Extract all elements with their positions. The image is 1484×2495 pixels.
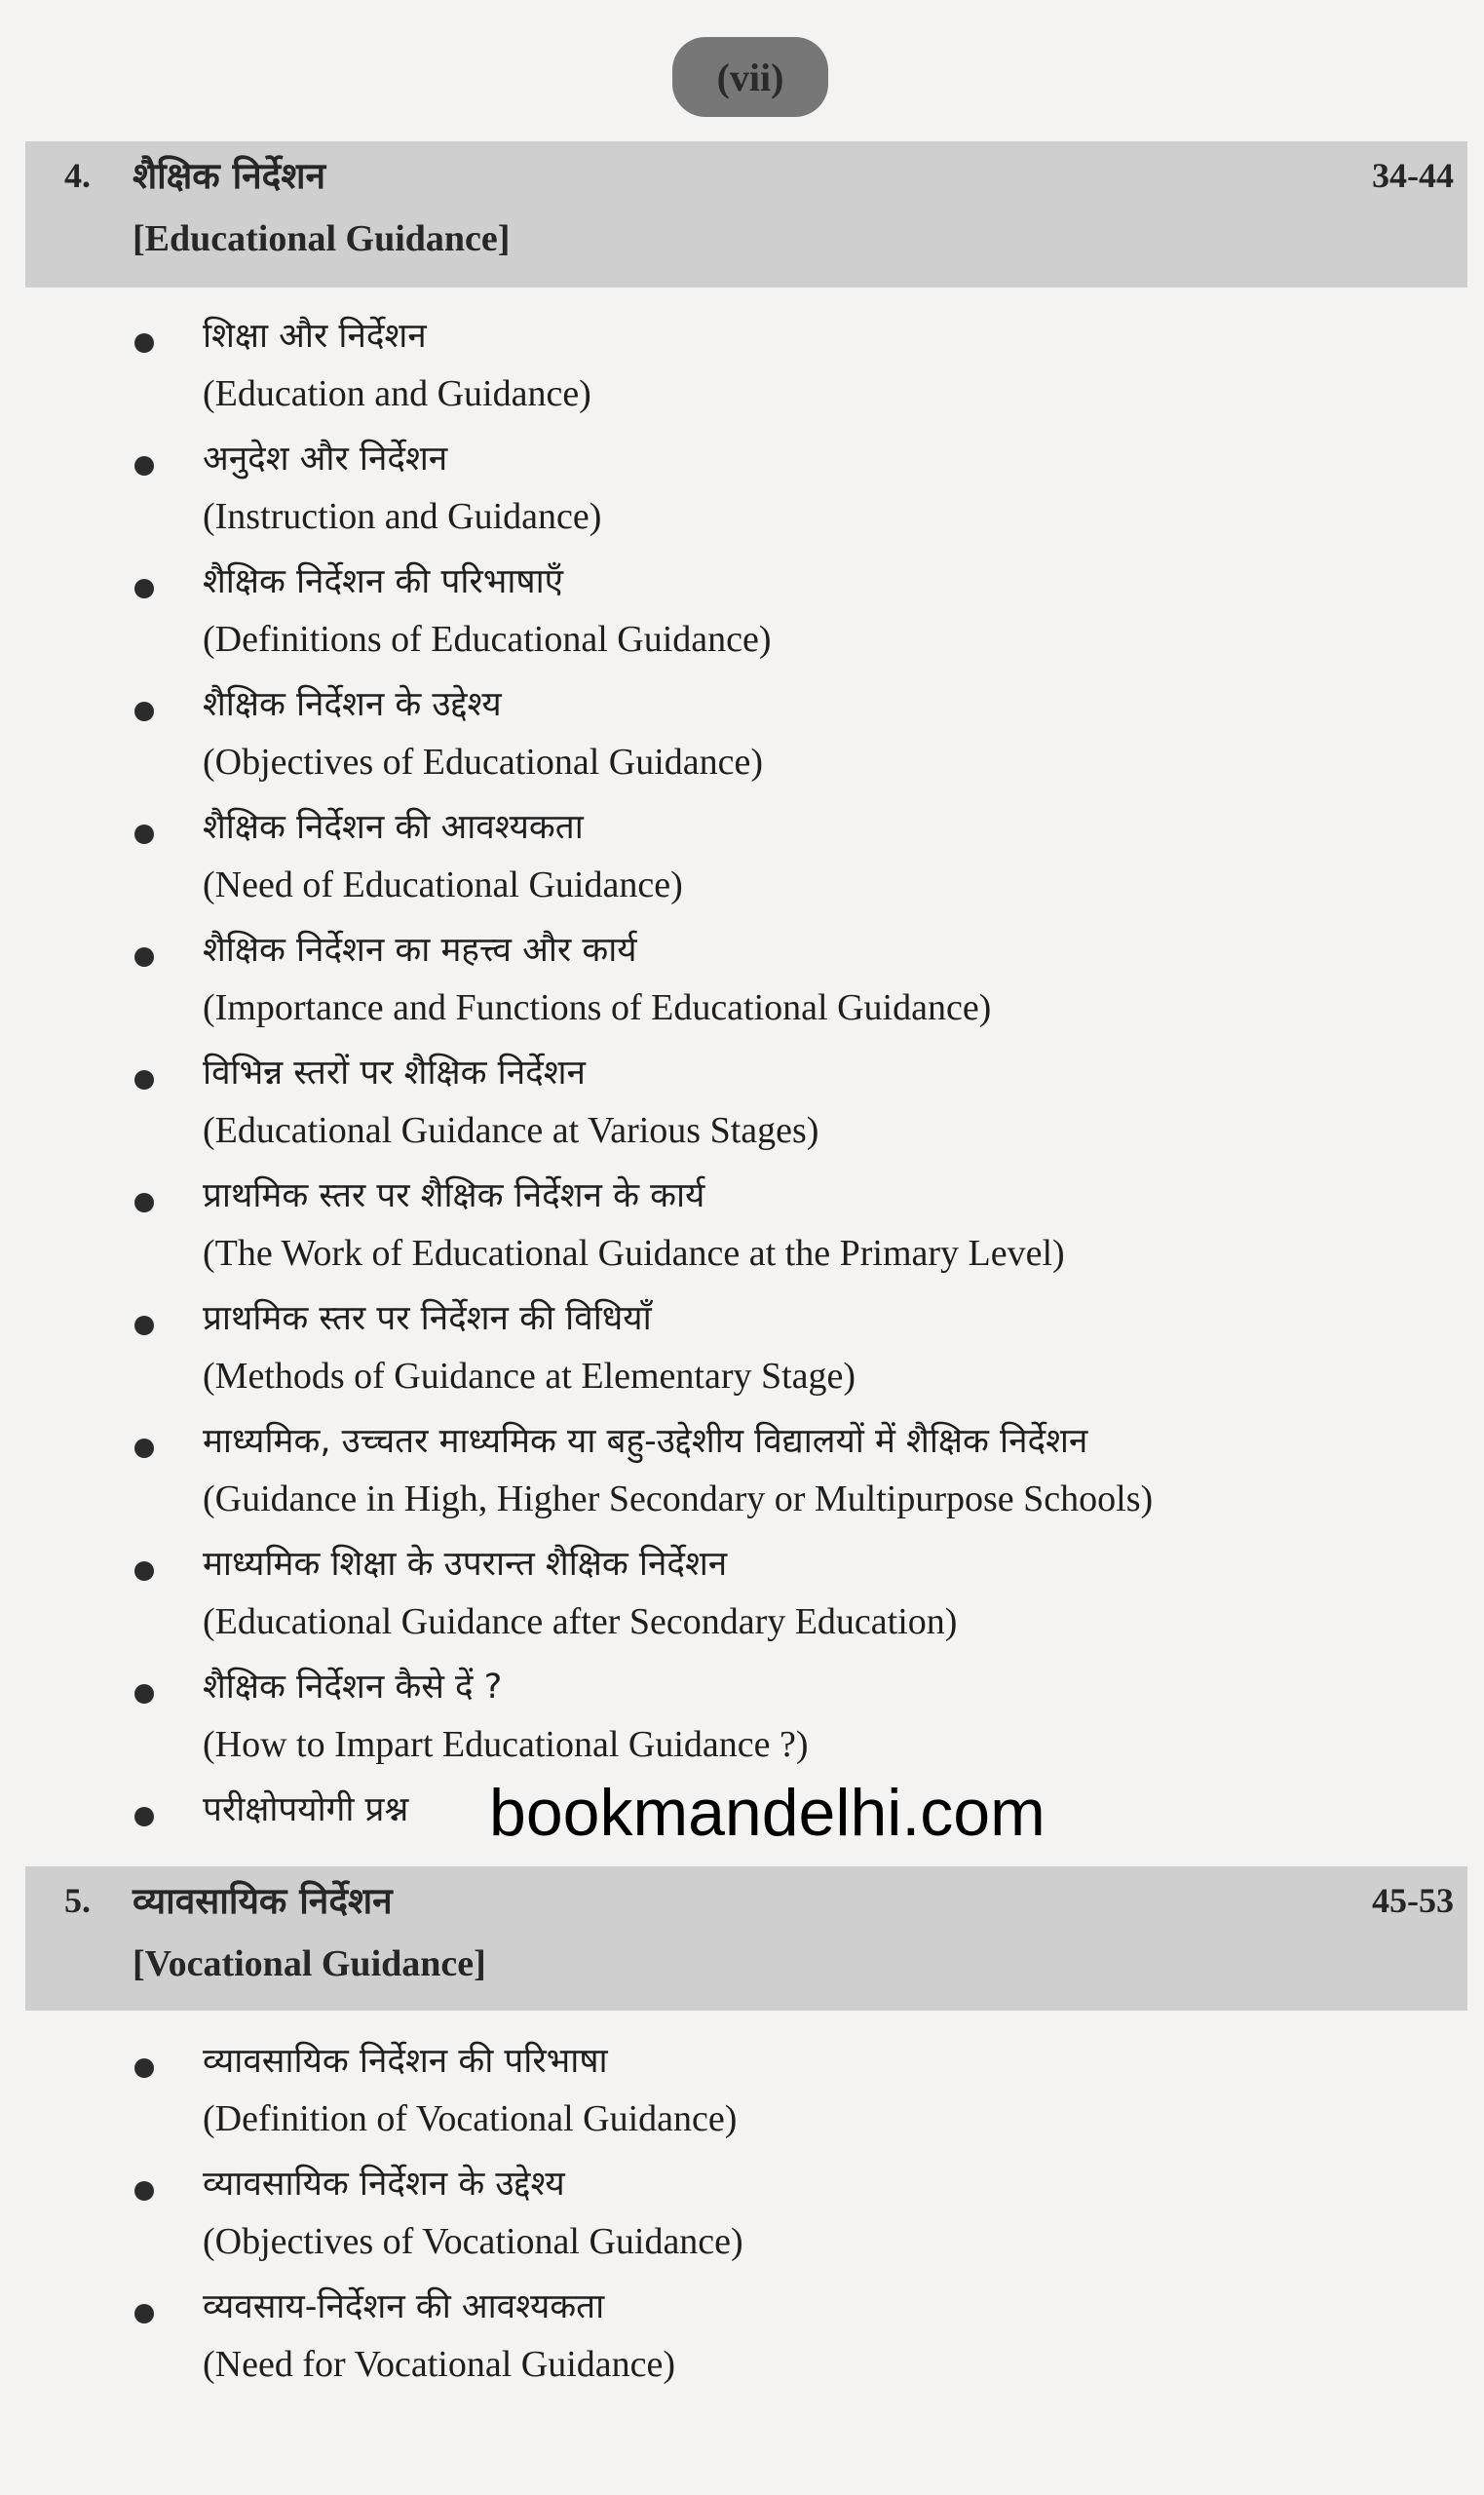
list-item [0,1663,1484,1785]
list-item [0,312,1484,435]
bullet-icon [134,2181,154,2201]
chapter-number: 5. [64,1881,91,1920]
topic-english: (Need for Vocational Guidance) [203,2344,676,2385]
page-number: (vii) [672,37,828,117]
topic-english: (Definitions of Educational Guidance) [203,619,772,660]
chapter-title-hindi: व्यावसायिक निर्देशन [133,1880,393,1922]
topic-hindi: व्यावसायिक निर्देशन की परिभाषा [203,2042,608,2081]
bullet-icon [134,456,154,476]
chapter-header-4 [25,141,1467,288]
bullet-icon [134,947,154,967]
list-item [0,680,1484,803]
topic-hindi: विभिन्न स्तरों पर शैक्षिक निर्देशन [203,1054,586,1093]
watermark: bookmandelhi.com [489,1776,1046,1850]
topic-english: (Instruction and Guidance) [203,496,602,537]
bullet-icon [134,333,154,353]
bullet-icon [134,579,154,598]
list-item [0,2037,1484,2160]
topic-hindi: अनुदेश और निर्देशन [203,440,448,479]
bullet-icon [134,2304,154,2323]
chapter-title-english: [Vocational Guidance] [133,1943,486,1984]
topic-english: (Guidance in High, Higher Secondary or Multipurpose Schools) [203,1478,1154,1519]
list-item [0,2283,1484,2405]
topic-hindi: व्यवसाय-निर्देशन की आवश्यकता [203,2287,605,2326]
topic-hindi: प्राथमिक स्तर पर शैक्षिक निर्देशन के कार्य [203,1176,705,1215]
list-item [0,2160,1484,2283]
chapter-title-hindi: शैक्षिक निर्देशन [133,155,326,197]
topic-hindi: शिक्षा और निर्देशन [203,317,427,356]
bullet-icon [134,1439,154,1458]
topic-hindi: शैक्षिक निर्देशन की परिभाषाएँ [203,562,564,601]
bullet-icon [134,1561,154,1581]
topic-list-chapter-5 [0,2037,1484,2405]
bullet-icon [134,1807,154,1826]
list-item [0,803,1484,926]
topic-hindi: माध्यमिक, उच्चतर माध्यमिक या बहु-उद्देशीय विद्यालयों में शैक्षिक निर्देशन [203,1422,1088,1461]
list-item [0,1171,1484,1294]
bullet-icon [134,2058,154,2078]
topic-hindi: प्राथमिक स्तर पर निर्देशन की विधियाँ [203,1299,652,1338]
list-item [0,435,1484,557]
topic-english: (Objectives of Vocational Guidance) [203,2221,743,2262]
topic-hindi: व्यावसायिक निर्देशन के उद्देश्य [203,2165,565,2204]
topic-english: (Need of Educational Guidance) [203,864,683,905]
chapter-number: 4. [64,156,91,195]
chapter-header-5 [25,1866,1467,2011]
bullet-icon [134,1070,154,1090]
chapter-page-range: 45-53 [1372,1881,1454,1920]
list-item [0,1049,1484,1171]
topic-hindi: शैक्षिक निर्देशन के उद्देश्य [203,685,502,724]
topic-english: (Importance and Functions of Educational Guidance) [203,987,992,1028]
topic-hindi: शैक्षिक निर्देशन का महत्त्व और कार्य [203,931,637,970]
bullet-icon [134,702,154,721]
topic-english: (Educational Guidance after Secondary Education) [203,1601,958,1642]
bullet-icon [134,825,154,844]
bullet-icon [134,1193,154,1212]
topic-english: (Objectives of Educational Guidance) [203,742,764,783]
topic-hindi: माध्यमिक शिक्षा के उपरान्त शैक्षिक निर्देशन [203,1545,728,1584]
topic-hindi: शैक्षिक निर्देशन कैसे दें ? [203,1668,503,1707]
bullet-icon [134,1316,154,1335]
topic-list-chapter-4 [0,312,1484,1854]
topic-hindi: शैक्षिक निर्देशन की आवश्यकता [203,808,584,847]
topic-english: (Educational Guidance at Various Stages) [203,1110,819,1151]
topic-english: (The Work of Educational Guidance at the Primary Level) [203,1233,1065,1274]
chapter-page-range: 34-44 [1372,156,1454,195]
topic-english: (Definition of Vocational Guidance) [203,2098,738,2139]
list-item [0,1294,1484,1417]
bullet-icon [134,1684,154,1704]
topic-english: (Education and Guidance) [203,373,591,414]
topic-english: (Methods of Guidance at Elementary Stage) [203,1356,856,1397]
topic-english: (How to Impart Educational Guidance ?) [203,1724,809,1765]
list-item [0,926,1484,1049]
list-item [0,1540,1484,1663]
topic-hindi: परीक्षोपयोगी प्रश्न [203,1790,409,1829]
list-item [0,557,1484,680]
list-item [0,1417,1484,1540]
chapter-title-english: [Educational Guidance] [133,218,511,259]
